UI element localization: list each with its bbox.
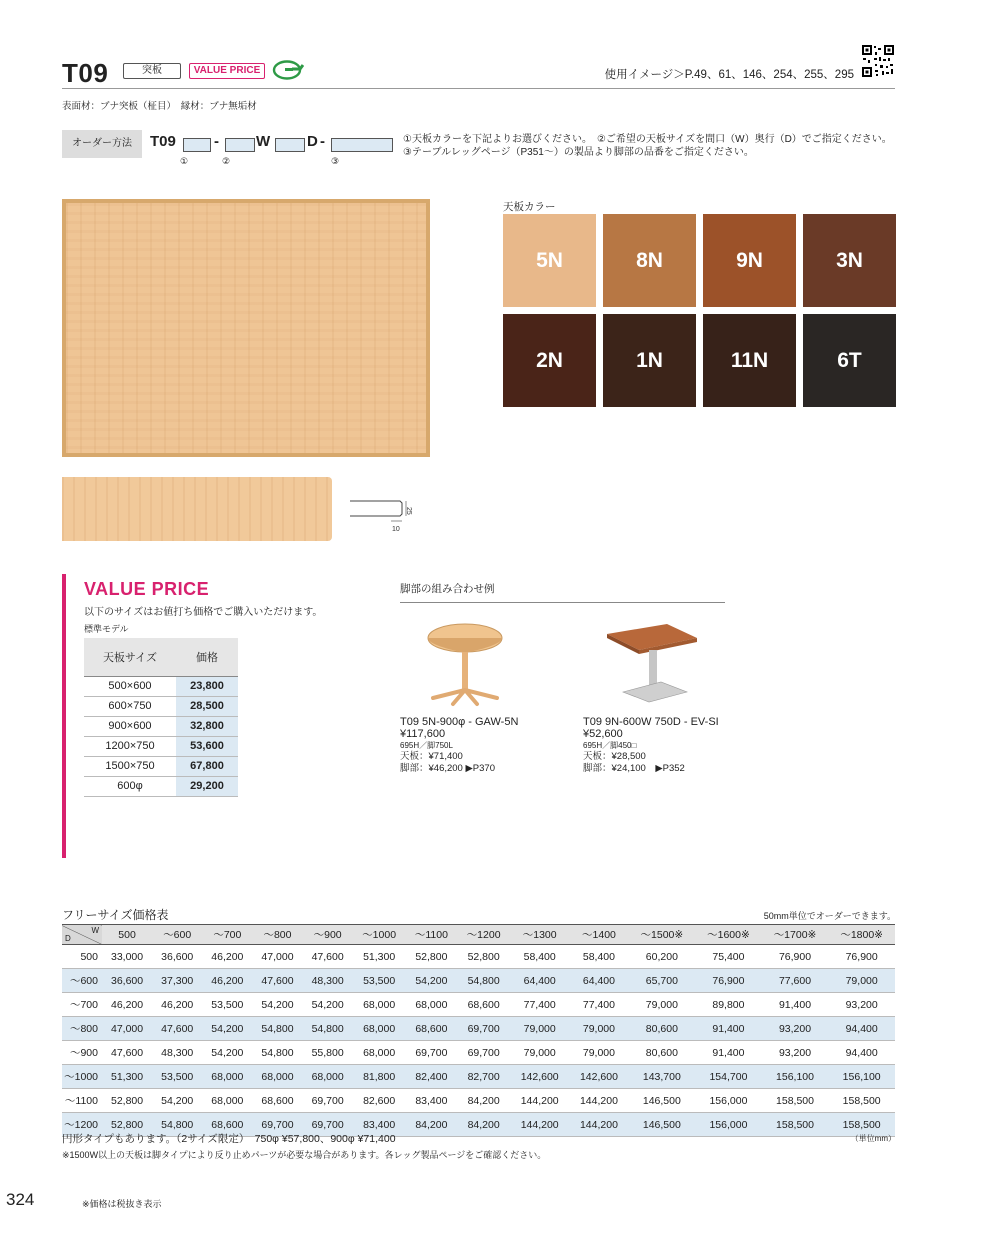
model-title: T09 xyxy=(62,58,109,88)
free-size-price-cell: 69,700 xyxy=(303,1089,353,1113)
order-dash: - xyxy=(320,133,325,150)
free-size-price-cell: 158,500 xyxy=(828,1089,895,1113)
free-size-price-cell: 54,200 xyxy=(252,993,302,1017)
free-size-price-cell: 154,700 xyxy=(695,1065,762,1089)
free-size-price-cell: 48,300 xyxy=(152,1041,202,1065)
free-size-price-cell: 68,000 xyxy=(353,993,406,1017)
free-size-price-cell: 79,000 xyxy=(828,969,895,993)
free-size-price-cell: 143,700 xyxy=(629,1065,696,1089)
free-size-price-cell: 82,700 xyxy=(457,1065,510,1089)
free-size-price-cell: 79,000 xyxy=(510,1041,569,1065)
free-size-price-cell: 54,200 xyxy=(152,1089,202,1113)
free-size-price-cell: 51,300 xyxy=(353,945,406,969)
square-table-image xyxy=(605,620,705,705)
vp-size: 500×600 xyxy=(84,676,176,696)
swatch-8n[interactable]: 8N xyxy=(603,214,696,307)
free-size-price-cell: 51,300 xyxy=(102,1065,152,1089)
materials-text: 表面材：ブナ突板（柾目） 縁材：ブナ無垢材 xyxy=(62,101,257,112)
color-title: 天板カラー xyxy=(503,201,556,213)
free-size-price-cell: 156,100 xyxy=(762,1065,829,1089)
free-size-price-cell: 46,200 xyxy=(152,993,202,1017)
product-leg-price: 脚部：¥24,100 ▶P352 xyxy=(583,762,685,774)
edge-height-label: 25 xyxy=(405,507,412,515)
product-2 xyxy=(583,716,719,774)
asterisk-note: ※1500W以上の天板は脚タイプにより反り止めパーツが必要な場合があります。各レッグ製品ページをご確認ください。 xyxy=(62,1150,547,1160)
free-size-price-cell: 68,000 xyxy=(252,1065,302,1089)
table-row xyxy=(84,736,238,756)
free-size-price-cell: 79,000 xyxy=(569,1041,628,1065)
free-size-price-cell: 47,000 xyxy=(252,945,302,969)
vp-size: 1200×750 xyxy=(84,736,176,756)
free-size-price-cell: 144,200 xyxy=(510,1113,569,1137)
order-leg-box[interactable] xyxy=(331,138,393,152)
free-size-price-cell: 68,000 xyxy=(202,1065,252,1089)
free-size-price-cell: 158,500 xyxy=(828,1113,895,1137)
vp-size: 600×750 xyxy=(84,696,176,716)
product-top-price: 天板：¥28,500 xyxy=(583,751,646,762)
qr-code-icon[interactable] xyxy=(861,44,895,78)
free-size-price-cell: 158,500 xyxy=(762,1113,829,1137)
free-size-price-cell: 84,200 xyxy=(457,1113,510,1137)
free-size-price-cell: 69,700 xyxy=(303,1113,353,1137)
free-size-price-cell: 76,900 xyxy=(695,969,762,993)
order-note-2: ③テーブルレッグページ（P351～）の製品より脚部の品番をご指定ください。 xyxy=(403,147,754,158)
free-size-price-cell: 77,400 xyxy=(510,993,569,1017)
value-price-title: VALUE PRICE xyxy=(84,579,210,599)
table-row xyxy=(84,756,238,776)
product-height: 695H／脚450□ xyxy=(583,741,637,750)
free-size-price-cell: 76,900 xyxy=(762,945,829,969)
green-mark-icon xyxy=(272,60,304,80)
free-size-price-cell: 68,600 xyxy=(406,1017,458,1041)
free-size-price-cell: 144,200 xyxy=(510,1089,569,1113)
free-size-price-cell: 156,000 xyxy=(695,1089,762,1113)
order-color-box[interactable] xyxy=(183,138,211,152)
order-notes xyxy=(403,133,892,159)
free-size-price-cell: 146,500 xyxy=(629,1113,696,1137)
free-size-price-cell: 54,200 xyxy=(406,969,458,993)
leg-combo-rule xyxy=(400,602,725,603)
free-size-price-cell: 33,000 xyxy=(102,945,152,969)
vp-size: 1500×750 xyxy=(84,756,176,776)
free-size-price-cell: 69,700 xyxy=(457,1017,510,1041)
value-price-table xyxy=(84,638,238,797)
free-size-col-header: ～1700※ xyxy=(762,925,829,945)
product-leg-price: 脚部：¥46,200 ▶P370 xyxy=(400,762,495,774)
free-size-price-cell: 68,600 xyxy=(252,1089,302,1113)
vp-header-price: 価格 xyxy=(176,638,238,676)
free-size-header-row xyxy=(62,925,895,945)
swatch-1n[interactable]: 1N xyxy=(603,314,696,407)
free-size-price-cell: 91,400 xyxy=(762,993,829,1017)
free-size-price-cell: 80,600 xyxy=(629,1041,696,1065)
table-row xyxy=(84,776,238,796)
free-size-price-cell: 68,000 xyxy=(202,1089,252,1113)
corner-d: D xyxy=(65,934,71,943)
free-size-price-cell: 93,200 xyxy=(762,1017,829,1041)
product-name: T09 9N-600W 750D - EV-SI xyxy=(583,716,719,728)
free-size-price-cell: 54,800 xyxy=(252,1041,302,1065)
order-note-1: ①天板カラーを下記よりお選びください。 ②ご希望の天板サイズを間口（W）奥行（D）でご指定ください。 xyxy=(403,134,892,145)
usage-images: 使用イメージ＞P.49、61、146、254、255、295 xyxy=(604,69,854,81)
standard-model-label: 標準モデル xyxy=(84,624,129,634)
order-w-label: W xyxy=(256,133,271,150)
free-size-price-cell: 69,700 xyxy=(457,1041,510,1065)
free-size-price-cell: 93,200 xyxy=(762,1041,829,1065)
free-size-price-cell: 68,000 xyxy=(353,1041,406,1065)
table-row xyxy=(84,676,238,696)
free-size-price-cell: 47,600 xyxy=(252,969,302,993)
free-size-col-header: ～1600※ xyxy=(695,925,762,945)
free-size-price-cell: 36,600 xyxy=(102,969,152,993)
vp-price: 53,600 xyxy=(176,736,238,756)
free-size-col-header: ～1000 xyxy=(353,925,406,945)
vp-size: 900×600 xyxy=(84,716,176,736)
free-size-price-cell: 84,200 xyxy=(457,1089,510,1113)
free-size-row-depth: ～1200 xyxy=(62,1113,102,1137)
free-size-price-cell: 37,300 xyxy=(152,969,202,993)
order-depth-box[interactable] xyxy=(275,138,305,152)
free-size-col-header: ～900 xyxy=(303,925,353,945)
free-size-price-cell: 91,400 xyxy=(695,1017,762,1041)
free-size-price-cell: 54,800 xyxy=(457,969,510,993)
free-size-price-cell: 68,600 xyxy=(202,1113,252,1137)
tabletop-photo xyxy=(62,199,430,457)
free-size-price-cell: 156,000 xyxy=(695,1113,762,1137)
free-size-price-cell: 68,600 xyxy=(457,993,510,1017)
free-size-row-depth: ～1000 xyxy=(62,1065,102,1089)
vp-price: 29,200 xyxy=(176,776,238,796)
free-size-price-cell: 89,800 xyxy=(695,993,762,1017)
free-size-col-header: ～800 xyxy=(252,925,302,945)
free-size-price-cell: 52,800 xyxy=(457,945,510,969)
free-size-price-cell: 76,900 xyxy=(828,945,895,969)
free-size-price-cell: 68,000 xyxy=(303,1065,353,1089)
free-size-note: 50mm単位でオーダーできます。 xyxy=(763,911,896,921)
free-size-price-cell: 79,000 xyxy=(569,1017,628,1041)
free-size-price-cell: 68,000 xyxy=(353,1017,406,1041)
vp-price: 32,800 xyxy=(176,716,238,736)
free-size-price-cell: 81,800 xyxy=(353,1065,406,1089)
unit-label: （単位mm） xyxy=(850,1134,896,1143)
free-size-price-cell: 53,500 xyxy=(353,969,406,993)
table-row xyxy=(84,716,238,736)
free-size-price-cell: 156,100 xyxy=(828,1065,895,1089)
free-size-price-cell: 54,800 xyxy=(252,1017,302,1041)
free-size-price-cell: 46,200 xyxy=(102,993,152,1017)
swatch-3n[interactable]: 3N xyxy=(803,214,896,307)
order-d-label: D xyxy=(307,133,318,150)
free-size-col-header: ～1500※ xyxy=(629,925,696,945)
product-name: T09 5N-900φ - GAW-5N xyxy=(400,716,519,728)
free-size-price-cell: 83,400 xyxy=(406,1089,458,1113)
order-num-3: ③ xyxy=(331,156,340,166)
free-size-row-depth: ～900 xyxy=(62,1041,102,1065)
value-price-tag: VALUE PRICE xyxy=(189,63,265,79)
table-row xyxy=(84,696,238,716)
free-size-price-cell: 54,200 xyxy=(202,1017,252,1041)
free-size-price-cell: 84,200 xyxy=(406,1113,458,1137)
table-row xyxy=(62,969,895,993)
round-table-image xyxy=(415,618,515,708)
free-size-price-cell: 47,600 xyxy=(303,945,353,969)
vp-size: 600φ xyxy=(84,776,176,796)
header-rule xyxy=(62,88,895,89)
free-size-price-cell: 94,400 xyxy=(828,1017,895,1041)
order-method-label: オーダー方法 xyxy=(62,130,142,158)
free-size-price-cell: 82,400 xyxy=(406,1065,458,1089)
free-size-price-cell: 52,800 xyxy=(102,1113,152,1137)
free-size-price-cell: 75,400 xyxy=(695,945,762,969)
free-size-price-cell: 77,600 xyxy=(762,969,829,993)
product-1 xyxy=(400,716,518,774)
table-row xyxy=(62,1041,895,1065)
free-size-price-cell: 52,800 xyxy=(102,1089,152,1113)
table-row xyxy=(62,993,895,1017)
free-size-price-cell: 79,000 xyxy=(510,1017,569,1041)
swatch-6t[interactable]: 6T xyxy=(803,314,896,407)
free-size-price-cell: 36,600 xyxy=(152,945,202,969)
free-size-title: フリーサイズ価格表 xyxy=(62,908,169,922)
table-row xyxy=(62,945,895,969)
product-price: ¥52,600 xyxy=(583,728,623,740)
free-size-price-cell: 158,500 xyxy=(762,1089,829,1113)
value-price-accent-bar xyxy=(62,574,66,858)
free-size-table xyxy=(62,924,895,1137)
free-size-price-cell: 54,800 xyxy=(303,1017,353,1041)
free-size-price-cell: 82,600 xyxy=(353,1089,406,1113)
free-size-col-header: ～1200 xyxy=(457,925,510,945)
veneer-tag: 突板 xyxy=(123,63,181,79)
order-num-1: ① xyxy=(180,156,189,166)
free-size-price-cell: 91,400 xyxy=(695,1041,762,1065)
free-size-col-header: ～1800※ xyxy=(828,925,895,945)
page-number: 324 xyxy=(6,1190,35,1209)
free-size-col-header: ～600 xyxy=(152,925,202,945)
vp-price: 23,800 xyxy=(176,676,238,696)
corner-w: W xyxy=(91,926,99,935)
free-size-price-cell: 54,800 xyxy=(152,1113,202,1137)
free-size-row-depth: ～700 xyxy=(62,993,102,1017)
edge-width-label: 10 xyxy=(392,526,400,533)
round-type-note: 円形タイプもあります。（2サイズ限定） 750φ ¥57,800、900φ ¥71,400 xyxy=(62,1133,396,1145)
free-size-price-cell: 54,200 xyxy=(202,1041,252,1065)
vp-price: 28,500 xyxy=(176,696,238,716)
free-size-price-cell: 79,000 xyxy=(629,993,696,1017)
corner-cell xyxy=(62,925,102,945)
free-size-price-cell: 47,000 xyxy=(102,1017,152,1041)
free-size-price-cell: 142,600 xyxy=(569,1065,628,1089)
free-size-price-cell: 93,200 xyxy=(828,993,895,1017)
free-size-price-cell: 80,600 xyxy=(629,1017,696,1041)
product-top-price: 天板：¥71,400 xyxy=(400,751,463,762)
free-size-price-cell: 94,400 xyxy=(828,1041,895,1065)
order-dash: - xyxy=(214,133,219,150)
free-size-price-cell: 64,400 xyxy=(510,969,569,993)
free-size-row-depth: ～800 xyxy=(62,1017,102,1041)
product-height: 695H／脚750L xyxy=(400,741,453,750)
swatch-11n[interactable]: 11N xyxy=(703,314,796,407)
free-size-col-header: 500 xyxy=(102,925,152,945)
free-size-col-header: ～1400 xyxy=(569,925,628,945)
free-size-price-cell: 65,700 xyxy=(629,969,696,993)
free-size-price-cell: 52,800 xyxy=(406,945,458,969)
free-size-price-cell: 69,700 xyxy=(252,1113,302,1137)
order-code-prefix: T09 xyxy=(150,133,176,150)
free-size-price-cell: 53,500 xyxy=(202,993,252,1017)
tax-note: ※価格は税抜き表示 xyxy=(82,1199,162,1209)
free-size-price-cell: 55,800 xyxy=(303,1041,353,1065)
free-size-price-cell: 144,200 xyxy=(569,1089,628,1113)
edge-section-drawing xyxy=(350,495,420,540)
free-size-price-cell: 53,500 xyxy=(152,1065,202,1089)
vp-header-size: 天板サイズ xyxy=(84,638,176,676)
free-size-price-cell: 77,400 xyxy=(569,993,628,1017)
leg-combo-title: 脚部の組み合わせ例 xyxy=(400,583,495,595)
free-size-price-cell: 83,400 xyxy=(353,1113,406,1137)
free-size-price-cell: 144,200 xyxy=(569,1113,628,1137)
value-price-subtitle: 以下のサイズはお値打ち価格でご購入いただけます。 xyxy=(84,607,323,618)
swatch-2n[interactable]: 2N xyxy=(503,314,596,407)
free-size-col-header: ～700 xyxy=(202,925,252,945)
free-size-price-cell: 64,400 xyxy=(569,969,628,993)
free-size-price-cell: 54,200 xyxy=(303,993,353,1017)
swatch-5n[interactable]: 5N xyxy=(503,214,596,307)
free-size-col-header: ～1300 xyxy=(510,925,569,945)
free-size-price-cell: 46,200 xyxy=(202,969,252,993)
free-size-price-cell: 146,500 xyxy=(629,1089,696,1113)
free-size-price-cell: 47,600 xyxy=(102,1041,152,1065)
free-size-col-header: ～1100 xyxy=(406,925,458,945)
free-size-price-cell: 48,300 xyxy=(303,969,353,993)
free-size-price-cell: 58,400 xyxy=(569,945,628,969)
table-row xyxy=(62,1017,895,1041)
free-size-price-cell: 69,700 xyxy=(406,1041,458,1065)
free-size-price-cell: 68,000 xyxy=(406,993,458,1017)
free-size-price-cell: 60,200 xyxy=(629,945,696,969)
table-row xyxy=(62,1089,895,1113)
free-size-row-depth: ～600 xyxy=(62,969,102,993)
vp-price: 67,800 xyxy=(176,756,238,776)
free-size-row-depth: 500 xyxy=(62,945,102,969)
free-size-price-cell: 58,400 xyxy=(510,945,569,969)
product-price: ¥117,600 xyxy=(400,728,446,740)
free-size-price-cell: 142,600 xyxy=(510,1065,569,1089)
free-size-row-depth: ～1100 xyxy=(62,1089,102,1113)
free-size-price-cell: 46,200 xyxy=(202,945,252,969)
edge-photo xyxy=(62,477,332,541)
order-num-2: ② xyxy=(222,156,231,166)
free-size-price-cell: 47,600 xyxy=(152,1017,202,1041)
order-width-box[interactable] xyxy=(225,138,255,152)
table-row xyxy=(62,1065,895,1089)
swatch-9n[interactable]: 9N xyxy=(703,214,796,307)
